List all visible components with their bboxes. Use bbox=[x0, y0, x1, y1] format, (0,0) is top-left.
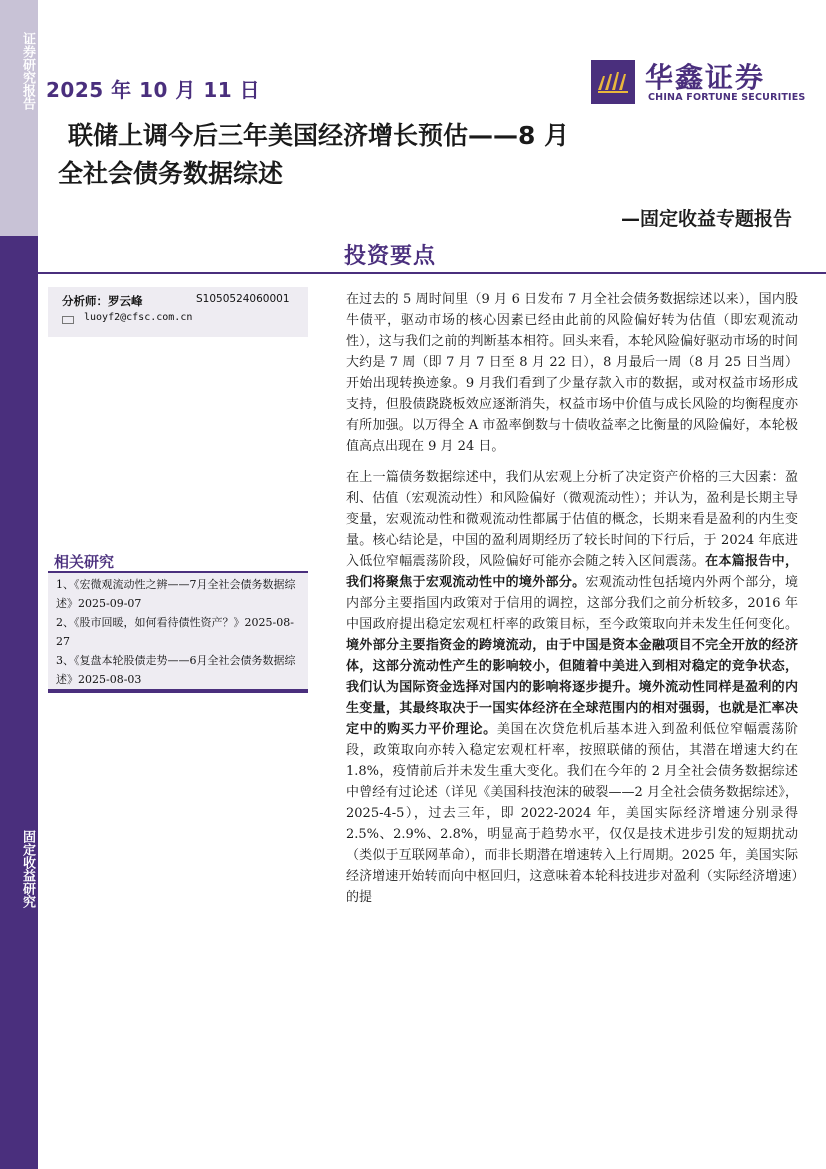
paragraph-1: 在过去的 5 周时间里（9 月 6 日发布 7 月全社会债务数据综述以来），国内股牛债平，驱动市场的核心因素已经由此前的风险偏好转为估值（即宏观流动性），这与我们之前的判断基本相符。回头来看，本轮风险偏好驱动市场的时间大约是 7 周（即 7 月 7 日至 8 月 22 日），8 月最后一周（8 月 25 日当周）开始出现转换迹象。9 月我们看到了少量存款入市的数据，或对权益市场形成支持，但股债跷跷板效应逐渐消失，权益市场中价值与成长风险的均衡程度亦有所加强。以万得全 A 市盈率倒数与十债收益率之比衡量的风险偏好，本轮极值高点出现在 9 月 24 日。 bbox=[346, 292, 798, 454]
analyst-cert: S1050524060001 bbox=[196, 293, 290, 305]
paragraph-2-bold-d: 境外部分主要指资金的跨境流动，由于中国是资本金融项目不完全开放的经济体，这部分流动性产生的影响较小，但随着中美进入到相对稳定的竞争状态，我们认为国际资金选择对国内的影响将逐步提升。境外流动性同样是盈利的内生变量，其最终取决于一国实体经济在全球范围内的相对强弱，也就是汇率决定中的购买力平价理论。 bbox=[346, 638, 798, 737]
paragraph-2 bbox=[346, 467, 798, 908]
related-item[interactable]: 3、《复盘本轮股债走势——6月全社会债务数据综述》2025-08-03 bbox=[56, 654, 296, 686]
logo-emblem-icon bbox=[591, 60, 635, 104]
related-heading: 相关研究 bbox=[54, 553, 115, 571]
logo-text-en: CHINA FORTUNE SECURITIES bbox=[648, 92, 806, 103]
mail-icon bbox=[62, 316, 74, 324]
report-body bbox=[346, 289, 798, 918]
sidebar-top-label: 证券研究报告 bbox=[20, 32, 35, 110]
report-subtitle: —固定收益专题报告 bbox=[620, 208, 792, 230]
report-date: 2025 年 10 月 11 日 bbox=[46, 78, 261, 102]
paragraph-2-part-a: 在上一篇债务数据综述中，我们从宏观上分析了决定资产价格的三大因素：盈利、估值（宏观流动性）和风险偏好（微观流动性）；并认为，盈利是长期主导变量，宏观流动性和微观流动性都属于估值的概念，长期来看是盈利的内生变量。核心结论是，中国的盈利周期经历了较长时间的下行后，于 2024 年底进入低位窄幅震荡阶段，风险偏好可能亦会随之转入区间震荡。 bbox=[346, 470, 798, 569]
sidebar-bottom-label: 固定收益研究 bbox=[20, 830, 35, 908]
paragraph-2-part-e: 美国在次贷危机后基本进入到盈利低位窄幅震荡阶段，政策取向亦转入稳定宏观杠杆率，按照联储的预估，其潜在增速大约在 1.8%，疫情前后并未发生重大变化。我们在今年的 2 月全社会债务数据综述中曾经有过论述（详见《美国科技泡沫的破裂——2 月全社会债务数据综述》，2025-4-5），过去三年，即 2022-2024 年，美国实际经济增速分别录得 2.5%、2.9%、2.8%，明显高于趋势水平，仅仅是技术进步引发的短期扰动（类似于互联网革命），而非长期潜在增速转入上行周期。2025 年，美国实际经济增速开始转而向中枢回归，这意味着本轮科技进步对盈利（实际经济增速）的提 bbox=[346, 722, 798, 905]
related-list bbox=[48, 573, 308, 689]
logo-text-cn: 华鑫证券 bbox=[645, 61, 766, 94]
analyst-name: 分析师：罗云峰 bbox=[62, 294, 143, 308]
logo-icon bbox=[591, 60, 635, 104]
header-divider bbox=[38, 272, 826, 274]
paragraph-2-bold-b: 在本篇报告中，我们将聚焦于宏观流动性中的境外部分。 bbox=[346, 554, 798, 590]
related-item[interactable]: 1、《宏微观流动性之辨——7月全社会债务数据综述》2025-09-07 bbox=[56, 578, 296, 610]
title-line-1: 联储上调今后三年美国经济增长预估——8 月 bbox=[68, 121, 570, 150]
title-line-2: 全社会债务数据综述 bbox=[58, 159, 284, 188]
analyst-box bbox=[48, 287, 308, 337]
analyst-email[interactable]: luoyf2@cfsc.com.cn bbox=[84, 312, 193, 323]
section-heading: 投资要点 bbox=[344, 244, 437, 269]
related-research bbox=[48, 551, 308, 693]
related-footer-bar bbox=[48, 689, 308, 693]
report-title bbox=[58, 117, 798, 193]
paragraph-2-part-c: 宏观流动性包括境内外两个部分，境内部分主要指国内政策对于信用的调控，这部分我们之前分析较多，2016 年中国政府提出稳定宏观杠杆率的政策目标，至今政策取向并未发生任何变化。 bbox=[346, 575, 798, 632]
related-item[interactable]: 2、《股市回暖，如何看待债性资产？》2025-08-27 bbox=[56, 616, 294, 648]
